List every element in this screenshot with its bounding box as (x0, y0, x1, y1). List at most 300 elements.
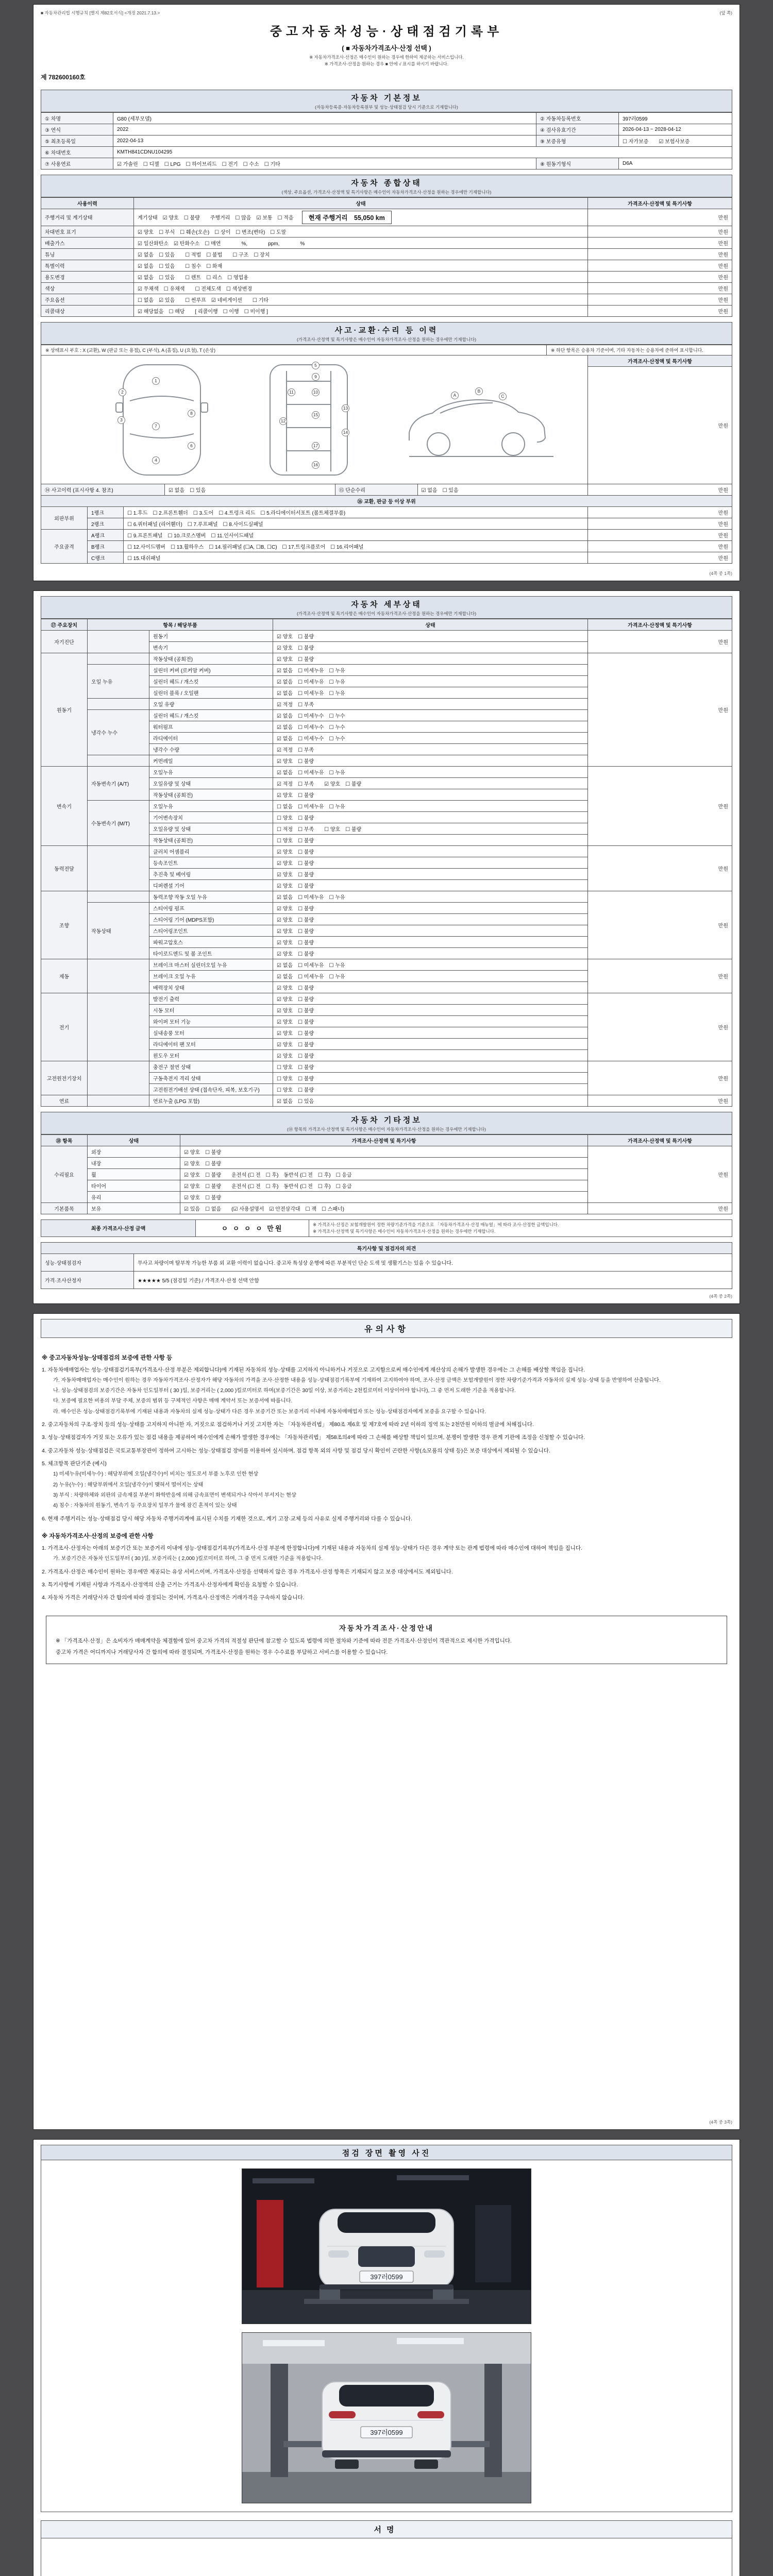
item-row (149, 710, 588, 721)
fuel-type-checkboxes[interactable]: ☑ 가솔린 ☐ 디젤 ☐ LPG ☐ 하이브리드 ☐ 전기 ☐ 수소 ☐ 기타 (113, 158, 536, 170)
item-row (149, 812, 588, 823)
accident-table (41, 345, 732, 564)
item-row (149, 846, 588, 857)
photo-rear-svg (242, 2333, 531, 2503)
item-rows (149, 1095, 588, 1107)
panel-checkboxes[interactable]: ☐ 1.후드 ☐ 2.프론트휀더 ☐ 3.도어 ☐ 4.트렁크 리드 ☐ 5.라디에이터서포트 (볼트체결부품) (124, 507, 588, 518)
rank-label: 1랭크 (88, 507, 124, 518)
group-label: 작동상태 (88, 903, 149, 959)
diagram-number: C (501, 394, 505, 399)
device-section (41, 846, 732, 891)
item-group (88, 801, 588, 846)
item-label: 구동축전지 격리 상태 (149, 1073, 273, 1084)
item-label: 변속기 (149, 642, 273, 653)
item-group (88, 767, 588, 801)
overall-row (41, 238, 732, 249)
field-label: ⑧ 원동기형식 (536, 158, 619, 170)
inspection-photo-front (242, 2168, 531, 2324)
status-options[interactable]: ☑ 무채색 ☐ 유채색 ☐ 전체도색 ☐ 색상변경 (138, 286, 253, 292)
status-checkboxes[interactable] (134, 238, 588, 249)
item-label: 커먼레일 (149, 755, 273, 767)
item-label: 타이어 (88, 1180, 180, 1192)
status-checkboxes[interactable]: ☑ 적정 ☐ 부족 (273, 744, 588, 755)
status-checkboxes[interactable]: ☑ 양호 ☐ 불량 (273, 1016, 588, 1027)
device-groups (88, 993, 588, 1061)
status-options[interactable]: ☑ 해당없음 ☐ 해당 [ 리콜이행 ☐ 이행 ☐ 미이행 ] (138, 309, 268, 315)
status-checkboxes[interactable]: ☑ 양호 ☐ 불량 (273, 982, 588, 993)
status-checkboxes[interactable]: ☑ 양호 ☐ 불량 (273, 937, 588, 948)
status-checkboxes[interactable]: ☑ 양호 ☐ 불량 (273, 1027, 588, 1039)
status-checkboxes[interactable] (134, 260, 588, 272)
panel-checkboxes[interactable]: ☐ 12.사이드멤버 ☐ 13.휠하우스 ☐ 14.필러패널 (☐A, ☐B, ☐C) ☐ 17.트렁크플로어 ☐ 16.리어패널 (124, 541, 588, 552)
diagram-number: 5 (314, 363, 317, 368)
status-checkboxes[interactable]: ☑ 양호 ☐ 불량 (273, 880, 588, 891)
status-options[interactable]: 계기상태 ☑ 양호 ☐ 불량 주행거리 ☐ 많음 ☑ 보통 ☐ 적음 (138, 215, 294, 221)
exchange-group (41, 507, 732, 530)
diagram-number-badge (152, 422, 160, 430)
simple-repair-checkboxes[interactable]: ☑ 없음 ☐ 있음 (418, 484, 589, 496)
warranty-type-checkboxes[interactable]: ☐ 자가보증 ☑ 보험사보증 (619, 135, 732, 147)
field-label: ⑤ 최초등록일 (41, 135, 113, 147)
item-row (149, 971, 588, 982)
item-rows (149, 846, 588, 891)
page-1 (33, 4, 740, 581)
item-label: 실린더 헤드 / 개스킷 (149, 710, 273, 721)
item-row (149, 914, 588, 925)
item-row (149, 925, 588, 937)
item-label: 오일유량 및 상태 (149, 778, 273, 789)
notice-line (42, 1420, 731, 1429)
status-checkboxes[interactable] (134, 226, 588, 238)
final-price-notes (309, 1220, 732, 1237)
remark-row (41, 1272, 732, 1289)
doc-subnotes (41, 54, 732, 67)
status-checkboxes[interactable]: ☑ 양호 ☐ 불량 (273, 993, 588, 1005)
field-label: ① 차명 (41, 113, 113, 124)
status-checkboxes[interactable]: ☑ 양호 ☐ 불량 (273, 869, 588, 880)
basic-info-table (41, 112, 732, 170)
status-options[interactable]: ☑ 양호 ☐ 부식 ☐ 훼손(오손) ☐ 상이 ☐ 변조(변타) ☐ 도말 (138, 229, 287, 235)
status-checkboxes[interactable]: ☑ 양호 ☐ 불량 (273, 846, 588, 857)
panel-group-label: 외판부위 (41, 507, 88, 530)
group-label (88, 846, 149, 891)
column-header: 가격조사·산정액 및 특기사항 (180, 1135, 588, 1146)
remark-row (41, 1254, 732, 1272)
rank-label: C랭크 (88, 552, 124, 564)
item-row (149, 755, 588, 767)
status-checkboxes[interactable]: ☑ 있음 ☐ 없음 (☑ 사용설명서 ☑ 안전삼각대 ☐ 잭 ☐ 스패너) (180, 1203, 588, 1214)
status-checkboxes[interactable]: ☑ 없음 ☐ 미세누유 ☐ 누유 (273, 687, 588, 699)
signature-title: 서명 (41, 2521, 732, 2538)
status-checkboxes[interactable]: ☑ 양호 ☐ 불량 (273, 642, 588, 653)
rank-row (88, 541, 732, 552)
item-rows (149, 903, 588, 959)
price-field: 만원 (588, 306, 732, 317)
guide-paragraph: ※ 「가격조사·산정」은 소비자가 매매계약을 체결함에 있어 중고차 가격의 적절성 판단에 참고할 수 있도록 법령에 의한 절차와 기준에 따라 전문 가격조사·산정인이 객관적으로 제시한 가격입니다. (56, 1638, 512, 1645)
status-options[interactable]: ☐ 없음 ☑ 있음 ☐ 썬루프 ☑ 네비게이션 ☐ 기타 (138, 297, 268, 303)
etc-section-name: 기본품목 (41, 1203, 88, 1214)
item-label: 연료누출 (LPG 포함) (149, 1095, 273, 1107)
status-checkboxes[interactable]: ☑ 양호 ☐ 불량 (180, 1146, 588, 1158)
price-field: 만원 (588, 846, 732, 891)
price-field: 만원 (588, 209, 732, 226)
first-registration-value: 2022-04-13 (113, 135, 536, 147)
notice-line (42, 1353, 731, 1362)
section-title: 점검 장면 촬영 사진 (342, 2148, 431, 2158)
final-price-band (41, 1219, 732, 1237)
rank-row (88, 518, 732, 530)
diagram-number-badge (342, 404, 349, 412)
etc-section (41, 1146, 732, 1203)
notice-line (42, 1515, 731, 1523)
item-row (149, 891, 588, 903)
item-label: 실린더 블록 / 오일팬 (149, 687, 273, 699)
status-checkboxes[interactable]: ☑ 없음 ☐ 미세누수 ☐ 누수 (273, 721, 588, 733)
status-checkboxes[interactable]: ☑ 없음 ☐ 미세누수 ☐ 누수 (273, 710, 588, 721)
item-row (149, 1027, 588, 1039)
panel-checkboxes[interactable]: ☐ 6.쿼터패널 (리어휀더) ☐ 7.루프패널 ☐ 8.사이드실패널 (124, 518, 588, 530)
item-label: 스티어링조인트 (149, 925, 273, 937)
price-field: 만원 (588, 507, 732, 518)
panel-checkboxes[interactable]: ☐ 15.대쉬패널 (124, 552, 588, 564)
status-checkboxes[interactable]: ☑ 없음 ☐ 미세누유 ☐ 누유 (273, 971, 588, 982)
group-label (88, 1095, 149, 1107)
diagram-number: 16 (313, 462, 318, 467)
status-checkboxes[interactable] (134, 294, 588, 306)
price-field: 만원 (588, 249, 732, 260)
item-row (149, 744, 588, 755)
group-label (88, 1061, 149, 1095)
device-section (41, 1095, 732, 1107)
state-code-legend: ※ 상태표시 부호 : X (교환), W (판금 또는 용접), C (부식), A (흠집), U (요철), T (손상) (41, 345, 547, 355)
status-checkboxes[interactable]: ☑ 양호 ☐ 불량 (273, 925, 588, 937)
item-row (149, 1005, 588, 1016)
photo-front-svg (242, 2169, 531, 2324)
status-checkboxes[interactable]: ☑ 양호 ☐ 불량 (273, 1005, 588, 1016)
status-checkboxes[interactable]: ☑ 없음 ☐ 미세누유 ☐ 누유 (273, 959, 588, 971)
status-checkboxes[interactable]: ☑ 양호 ☐ 불량 (273, 755, 588, 767)
column-header: 가격조사·산정액 및 특기사항 (588, 355, 732, 367)
section-title: 자동차 기타정보 (351, 1116, 422, 1125)
diagram-number-badge (312, 411, 320, 419)
group-label (88, 699, 149, 710)
item-row (149, 789, 588, 801)
section-photos (41, 2145, 732, 2160)
status-checkboxes[interactable] (134, 306, 588, 317)
item-row (149, 1073, 588, 1084)
group-label: 자동변속기 (A/T) (88, 767, 149, 801)
photo-area (41, 2160, 732, 2512)
field-label: ⑦ 사용연료 (41, 158, 113, 170)
rank-label: B랭크 (88, 541, 124, 552)
front-plate-text: 397러0599 (370, 2273, 403, 2281)
item-label: 배력장치 상태 (149, 982, 273, 993)
page-footer: (4쪽 중 3쪽) (709, 2119, 732, 2125)
status-options[interactable]: ☑ 없음 ☐ 있음 ☐ 침수 ☐ 화재 (138, 263, 223, 269)
status-checkboxes[interactable]: ☑ 양호 ☐ 불량 (273, 1039, 588, 1050)
status-options[interactable]: ☑ 없음 ☐ 있음 ☐ 적법 ☐ 불법 ☐ 구조 ☐ 장치 (138, 252, 270, 258)
item-row (149, 676, 588, 687)
status-checkboxes[interactable]: ☑ 없음 ☐ 미세누유 ☐ 누유 (273, 665, 588, 676)
guide-title: 자동차가격조사·산정안내 (339, 1624, 434, 1633)
notice-text: 나. 성능·상태점검의 보증기간은 자동차 인도일부터 ( 30 )일, 보증거리는 ( 2,000 )킬로미터로 하며(보증기간은 30일 이상, 보증거리는 2천킬로미터 이상이어야 합니다), 그 중 먼저 도래한 기준을 적용합니다. (53, 1388, 516, 1394)
field-label: ⑨ 보증유형 (536, 135, 619, 147)
status-checkboxes[interactable]: ☑ 양호 ☐ 불량 (273, 789, 588, 801)
status-checkboxes[interactable]: ☑ 적정 ☐ 부족 (273, 699, 588, 710)
item-label: 오일유량 및 상태 (149, 823, 273, 835)
status-checkboxes[interactable] (134, 272, 588, 283)
accident-history-label: ⑭ 사고이력 (표시사항 4. 참조) (41, 484, 165, 496)
diagram-number: 15 (313, 412, 318, 417)
item-rows (149, 653, 588, 665)
item-label: 냉각수 수량 (149, 744, 273, 755)
status-checkboxes[interactable]: ☑ 없음 ☐ 미세누유 ☐ 누유 (273, 767, 588, 778)
status-checkboxes[interactable] (134, 209, 588, 226)
item-label: 실내송풍 모터 (149, 1027, 273, 1039)
notice-text: 가. 자동차매매업자는 매수인이 원하는 경우 자동차가격조사·산정자가 해당 자동차의 가격을 조사·산정한 내용을 성능·상태점검기록부에 기재하여 고지하여야 하며, 조사·산정 금액은 보험개발원이 정한 차량기준가격과 자동차의 실제 성능·상태 등을 반영하여 산출됩니다. (53, 1377, 661, 1383)
rank-rows (88, 530, 732, 564)
status-checkboxes[interactable]: ☐ 양호 ☐ 불량 (273, 812, 588, 823)
notice-line (53, 1387, 731, 1395)
notice-text: 2) 누유(누수) : 해당부위에서 오일(냉각수)이 맺혀서 떨어지는 상태 (53, 1482, 204, 1488)
status-checkboxes[interactable]: ☑ 양호 ☐ 불량 (273, 1050, 588, 1061)
status-checkboxes[interactable]: ☑ 없음 ☐ 미세누유 ☐ 누유 (273, 676, 588, 687)
device-groups (88, 653, 588, 767)
section-overall-state (41, 175, 732, 197)
exchange-section-header: ⑯ 교환, 판금 등 이상 부위 (41, 496, 732, 507)
item-row (149, 733, 588, 744)
group-label (88, 653, 149, 665)
price-field: 만원 (588, 530, 732, 541)
diagram-number-badge (475, 387, 483, 395)
accident-history-checkboxes[interactable]: ☑ 없음 ☐ 있음 (165, 484, 335, 496)
notice-line (53, 1492, 731, 1500)
item-label: 외장 (88, 1146, 180, 1158)
item-row (88, 1146, 588, 1158)
notice-line (42, 1447, 731, 1455)
price-field: 만원 (588, 552, 732, 564)
price-field: 만원 (588, 993, 732, 1061)
price-field: 만원 (588, 891, 732, 959)
status-checkboxes[interactable]: ☑ 양호 ☐ 불량 (273, 653, 588, 665)
item-label: 라디에이터 팬 모터 (149, 1039, 273, 1050)
item-row (88, 1203, 588, 1214)
diagram-number-badge (152, 456, 160, 464)
device-groups (88, 846, 588, 891)
price-field: 만원 (588, 260, 732, 272)
diagram-number: 17 (313, 443, 318, 448)
column-header: 상태 (273, 619, 588, 631)
device-groups (88, 959, 588, 993)
notice-text: 가. 보증기간은 자동차 인도일부터 ( 30 )일, 보증거리는 ( 2,000 )킬로미터로 하며, 그 중 먼저 도래한 기준을 적용합니다. (53, 1556, 323, 1562)
row-label: 튜닝 (41, 249, 134, 260)
plate-number-value: 397러0599 (619, 113, 732, 124)
doc-header (41, 18, 732, 84)
section-detail-state (41, 596, 732, 619)
item-row (149, 1061, 588, 1073)
device-groups (88, 767, 588, 846)
notice-text: 3. 특기사항에 기재된 사항과 가격조사·산정액의 산출 근거는 가격조사·산정자에게 확인을 요청할 수 있습니다. (42, 1581, 298, 1588)
price-field: 만원 (588, 541, 732, 552)
item-label: 오일 유량 (149, 699, 273, 710)
status-checkboxes[interactable]: ☑ 양호 ☐ 불량 (180, 1158, 588, 1169)
device-groups (88, 631, 588, 653)
rank-row (88, 530, 732, 541)
item-row (149, 1050, 588, 1061)
mileage-box: 현재 주행거리 55,050 km (302, 211, 392, 224)
diagram-number: B (477, 388, 481, 394)
guide-paragraph: 중고차 가격은 어디까지나 거래당사자 간 합의에 따라 결정되며, 가격조사·산정을 원하는 경우 수수료를 부담하고 서비스를 이용할 수 있습니다. (56, 1649, 388, 1656)
status-checkboxes[interactable]: ☑ 없음 ☐ 미세누유 ☐ 누유 (273, 891, 588, 903)
diagram-number-badge (188, 410, 195, 417)
signature-body (41, 2538, 732, 2576)
notice-text: 6. 현재 주행거리는 성능·상태점검 당시 해당 자동차 주행거리계에 표시된 수치를 기재한 것으로, 계기 고장·교체 등의 사유로 실제 주행거리와 다를 수 있습니다. (42, 1515, 412, 1522)
item-row (149, 993, 588, 1005)
diagram-number-badge (312, 461, 320, 469)
final-price-value: ㅇ ㅇ ㅇ ㅇ 만원 (196, 1220, 309, 1237)
overall-row (41, 306, 732, 317)
column-header: 가격조사·산정액 및 특기사항 (588, 1135, 732, 1146)
status-options[interactable]: ☑ 없음 ☐ 있음 ☐ 렌트 ☐ 리스 ☐ 영업용 (138, 275, 248, 281)
status-options[interactable]: ☑ 일산화탄소 ☑ 탄화수소 ☐ 매연 %, ppm, % (138, 241, 305, 247)
item-row (149, 778, 588, 789)
item-row (88, 1158, 588, 1169)
status-checkboxes[interactable]: ☐ 양호 ☐ 불량 (273, 1084, 588, 1095)
inspection-photo-rear (242, 2332, 531, 2503)
section-title: 사고·교환·수리 등 이력 (334, 326, 439, 335)
overall-row (41, 226, 732, 238)
status-checkboxes[interactable]: ☑ 없음 ☐ 미세누수 ☐ 누수 (273, 733, 588, 744)
item-group (88, 891, 588, 903)
status-checkboxes[interactable]: ☑ 양호 ☐ 불량 (273, 948, 588, 959)
device-section (41, 653, 732, 767)
item-row (149, 948, 588, 959)
doc-title: 중고자동차성능·상태점검기록부 (270, 25, 503, 39)
notice-line (53, 1397, 731, 1405)
status-checkboxes[interactable]: ☑ 양호 ☐ 불량 운전석 (☐ 전 ☐ 후) 동반석 (☐ 전 ☐ 후) ☐ 응급 (180, 1180, 588, 1192)
device-section (41, 959, 732, 993)
item-label: 라디에이터 (149, 733, 273, 744)
exchange-groups (41, 507, 732, 564)
item-row (149, 687, 588, 699)
column-header: 상태 (134, 198, 588, 209)
diagram-number-badge (312, 388, 320, 396)
status-checkboxes[interactable]: ☑ 양호 ☐ 불량 (273, 914, 588, 925)
section-accident-history (41, 322, 732, 345)
panel-checkboxes[interactable]: ☐ 9.프론트패널 ☐ 10.크로스멤버 ☐ 11.인사이드패널 (124, 530, 588, 541)
notice-title: 유의사항 (41, 1319, 732, 1338)
item-label: 작동상태 (공회전) (149, 653, 273, 665)
notice-body (41, 1345, 732, 1603)
status-checkboxes[interactable]: ☑ 양호 ☐ 불량 (273, 631, 588, 642)
notice-line (42, 1568, 731, 1577)
status-checkboxes[interactable]: ☑ 양호 ☐ 불량 (273, 903, 588, 914)
status-checkboxes[interactable] (134, 249, 588, 260)
column-header: ⑰ 주요장치 (41, 619, 88, 631)
item-label: 브레이크 마스터 실린더오일 누유 (149, 959, 273, 971)
item-row (149, 1016, 588, 1027)
status-checkboxes[interactable]: ☑ 양호 ☐ 불량 (180, 1192, 588, 1203)
item-label: 워터펌프 (149, 721, 273, 733)
device-name: 동력전달 (41, 846, 88, 891)
status-checkboxes[interactable]: ☑ 없음 ☐ 있음 (273, 1095, 588, 1107)
rear-plate-text: 397러0599 (370, 2428, 403, 2436)
subnote-2: ※ 가격조사·산정을 원하는 경우 ■ 안에 √ 표시를 하시기 바랍니다. (324, 61, 449, 66)
section-note: (가격조사·산정액 및 특기사항은 매수인이 자동차가격조사·산정을 원하는 경우에만 기재합니다) (296, 611, 477, 616)
price-field: 만원 (588, 283, 732, 294)
notice-line (42, 1366, 731, 1375)
row-label: 리콜대상 (41, 306, 134, 317)
notice-text: 1. 자동차매매업자는 성능·상태점검기록부(가격조사·산정 부분은 제외합니다)에 기재된 자동차의 성능·상태를 고지하지 아니하거나 거짓으로 고지함으로써 매수인에게 재산상의 손해가 발생한 경우에는 그 손해를 배상할 책임을 집니다. (42, 1366, 585, 1373)
item-row (149, 665, 588, 676)
status-checkboxes[interactable]: ☐ 양호 ☐ 불량 (273, 1073, 588, 1084)
section-note: (⑱ 항목의 가격조사·산정액 및 특기사항은 매수인이 자동차가격조사·산정을 원하는 경우에만 기재합니다) (287, 1127, 486, 1132)
field-label: ⑥ 차대번호 (41, 147, 113, 158)
final-note-2: ※ 가격조사·산정액 및 특기사항은 매수인이 자동차가격조사·산정을 원하는 경우에만 기재합니다. (313, 1228, 496, 1234)
notice-line (42, 1433, 731, 1442)
overall-row (41, 260, 732, 272)
status-checkboxes[interactable] (134, 283, 588, 294)
price-field: 만원 (588, 484, 732, 496)
diagram-number-badge (152, 377, 160, 385)
item-label: 디퍼렌셜 기어 (149, 880, 273, 891)
status-checkboxes[interactable]: ☑ 양호 ☐ 불량 (273, 857, 588, 869)
price-field: 만원 (588, 272, 732, 283)
status-checkboxes[interactable]: ☐ 없음 ☐ 미세누유 ☐ 누유 (273, 801, 588, 812)
price-field: 만원 (588, 767, 732, 846)
item-rows (149, 1061, 588, 1095)
notice-text: 2. 중고자동차의 구조·장치 등의 성능·상태를 고지하지 아니한 자, 거짓으로 점검하거나 거짓 고지한 자는 「자동차관리법」 제80조 제6호 및 제7호에 따라 2년 이하의 징역 또는 2천만원 이하의 벌금에 처해집니다. (42, 1421, 534, 1428)
remark-text: ★★★★★ 5/5 (점검일 기준) / 가격조사·산정 선택 안함 (134, 1272, 732, 1289)
item-label: 작동상태 (공회전) (149, 835, 273, 846)
status-checkboxes[interactable]: ☐ 적정 ☐ 부족 ☐ 양호 ☐ 불량 (273, 823, 588, 835)
overall-row (41, 283, 732, 294)
item-rows (149, 710, 588, 755)
item-group (88, 699, 588, 710)
remark-text: 무사고 차량이며 탈부착 가능한 부품 외 교환 이력이 없습니다. 중고차 특성상 운행에 따른 부분적인 단순 도색 및 생활기스는 있을 수 있습니다. (134, 1254, 732, 1272)
notice-text: 1. 가격조사·산정자는 아래의 보증기간 또는 보증거리 이내에 성능·상태점검기록부(가격조사·산정 부분에 한정합니다)에 기재된 내용과 자동차의 실제 성능·상태가 다른 경우 계약 또는 관계 법령에 따라 매수인에 대하여 책임을 집니다. (42, 1545, 582, 1551)
item-row (149, 982, 588, 993)
price-survey-select[interactable]: ( ■ 자동차가격조사·산정 선택 ) (342, 44, 431, 52)
item-rows (149, 755, 588, 767)
item-label: 보유 (88, 1203, 180, 1214)
panel-group-label: 주요골격 (41, 530, 88, 564)
row-label: 주요옵션 (41, 294, 134, 306)
notice-line (53, 1377, 731, 1385)
item-row (149, 631, 588, 642)
device-name: 고전원전기장치 (41, 1061, 88, 1095)
item-row (149, 642, 588, 653)
row-label: 차대번호 표기 (41, 226, 134, 238)
diagram-number-badge (288, 388, 295, 396)
item-row (149, 1039, 588, 1050)
item-label: 유리 (88, 1192, 180, 1203)
price-field: 만원 (588, 518, 732, 530)
row-label: 배출가스 (41, 238, 134, 249)
device-name: 제동 (41, 959, 88, 993)
status-checkboxes[interactable]: ☐ 양호 ☐ 불량 (273, 835, 588, 846)
notice-text: 라. 매수인은 성능·상태점검기록부에 기재된 내용과 자동차의 실제 성능·상태가 다른 경우 보증기간 또는 보증거리 이내에 자동차매매업자 또는 성능·상태점검자에게 보증을 요구할 수 있습니다. (53, 1409, 486, 1415)
item-row (149, 1095, 588, 1107)
status-checkboxes[interactable]: ☑ 적정 ☐ 부족 ☑ 양호 ☐ 불량 (273, 778, 588, 789)
status-checkboxes[interactable]: ☑ 양호 ☐ 불량 운전석 (☐ 전 ☐ 후) 동반석 (☐ 전 ☐ 후) ☐ 응급 (180, 1169, 588, 1180)
item-label: 스티어링 펌프 (149, 903, 273, 914)
group-label (88, 755, 149, 767)
item-row (149, 857, 588, 869)
price-field: 만원 (588, 959, 732, 993)
device-section (41, 631, 732, 653)
status-checkboxes[interactable]: ☐ 양호 ☐ 불량 (273, 1061, 588, 1073)
